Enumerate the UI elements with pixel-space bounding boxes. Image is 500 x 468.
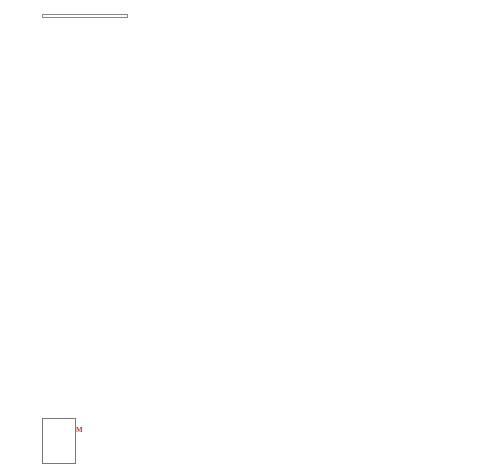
brand-logo: M: [76, 426, 84, 434]
instructions-note: [42, 14, 128, 18]
legend-box: [42, 418, 76, 464]
